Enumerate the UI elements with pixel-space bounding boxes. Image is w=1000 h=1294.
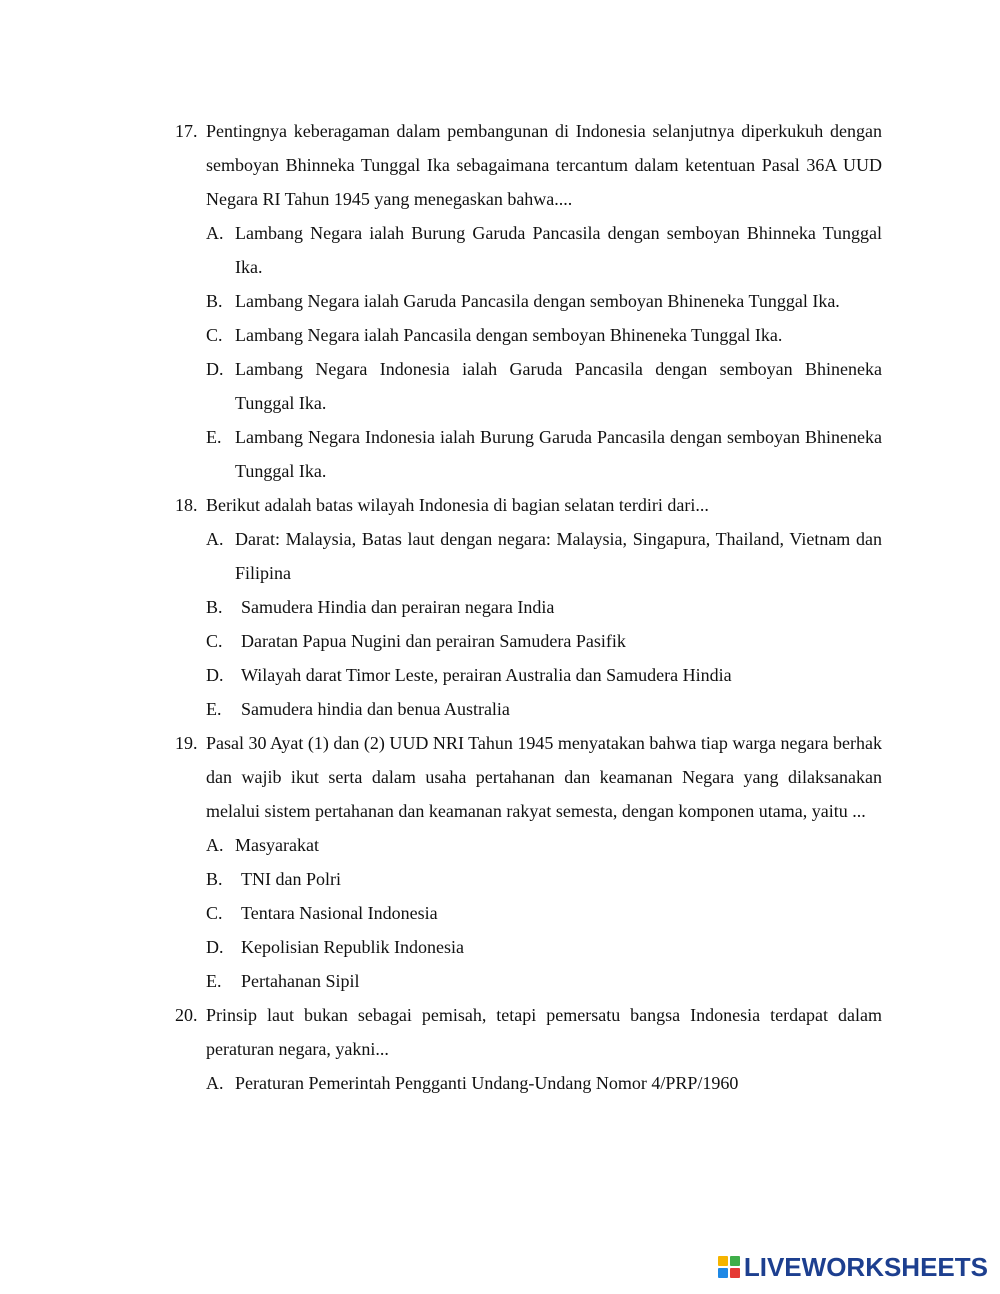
option-c [206,318,882,352]
option-letter: D. [206,359,224,379]
option-d [206,352,882,420]
option-text: Lambang Negara Indonesia ialah Burung Garuda Pancasila dengan semboyan Bhineneka Tunggal Ika. [235,427,882,481]
question-list [175,114,882,1100]
option-a [206,522,882,590]
option-letter: B. [206,597,223,617]
option-a [206,216,882,284]
option-c [206,624,882,658]
option-letter: A. [206,223,224,243]
logo-square-icon [730,1256,740,1266]
option-letter: C. [206,325,223,345]
question-20 [175,998,882,1100]
option-text: Lambang Negara ialah Pancasila dengan semboyan Bhineneka Tunggal Ika. [235,325,783,345]
option-letter: E. [206,971,222,991]
question-text: Prinsip laut bukan sebagai pemisah, tetapi pemersatu bangsa Indonesia terdapat dalam peraturan negara, yakni... [206,1005,882,1059]
option-e [206,964,882,998]
option-text: Samudera hindia dan benua Australia [241,699,510,719]
option-text: Lambang Negara Indonesia ialah Garuda Pancasila dengan semboyan Bhineneka Tunggal Ika. [235,359,882,413]
option-letter: B. [206,291,223,311]
question-text: Pasal 30 Ayat (1) dan (2) UUD NRI Tahun 1945 menyatakan bahwa tiap warga negara berhak dan wajib ikut serta dalam usaha pertahanan dan keamanan Negara yang dilaksanakan melalui sistem pertahanan dan keamanan rakyat semesta, dengan komponen utama, yaitu ... [206,733,882,821]
option-letter: D. [206,937,224,957]
logo-square-icon [718,1268,728,1278]
option-text: Pertahanan Sipil [241,971,360,991]
option-list [206,216,882,488]
liveworksheets-logo [718,1252,988,1282]
option-list [206,522,882,726]
question-number: 19. [175,733,198,753]
question-text: Berikut adalah batas wilayah Indonesia di bagian selatan terdiri dari... [206,495,709,515]
option-text: Tentara Nasional Indonesia [241,903,438,923]
logo-square-icon [718,1256,728,1266]
option-d [206,658,882,692]
option-list [206,1066,882,1100]
question-18 [175,488,882,726]
option-text: Kepolisian Republik Indonesia [241,937,464,957]
option-letter: A. [206,835,224,855]
option-list [206,828,882,998]
option-b [206,590,882,624]
option-e [206,420,882,488]
option-a [206,828,882,862]
option-text: Wilayah darat Timor Leste, perairan Australia dan Samudera Hindia [241,665,732,685]
option-c [206,896,882,930]
option-d [206,930,882,964]
option-text: Masyarakat [235,835,319,855]
option-b [206,862,882,896]
option-letter: B. [206,869,223,889]
logo-squares-icon [718,1256,740,1278]
option-text: Samudera Hindia dan perairan negara India [241,597,555,617]
question-17 [175,114,882,488]
logo-square-icon [730,1268,740,1278]
logo-text: LIVEWORKSHEETS [743,1251,988,1282]
option-e [206,692,882,726]
option-letter: A. [206,529,224,549]
question-number: 17. [175,121,198,141]
option-text: Darat: Malaysia, Batas laut dengan negara: Malaysia, Singapura, Thailand, Vietnam dan Filipina [235,529,882,583]
option-letter: C. [206,903,223,923]
option-text: Daratan Papua Nugini dan perairan Samudera Pasifik [241,631,626,651]
option-letter: E. [206,427,222,447]
question-number: 18. [175,495,198,515]
option-letter: E. [206,699,222,719]
option-text: Lambang Negara ialah Garuda Pancasila dengan semboyan Bhineneka Tunggal Ika. [235,291,840,311]
question-text: Pentingnya keberagaman dalam pembangunan di Indonesia selanjutnya diperkukuh dengan semboyan Bhinneka Tunggal Ika sebagaimana tercantum dalam ketentuan Pasal 36A UUD Negara RI Tahun 1945 yang menegaskan bahwa.... [206,121,882,209]
option-text: TNI dan Polri [241,869,341,889]
option-b [206,284,882,318]
option-text: Lambang Negara ialah Burung Garuda Pancasila dengan semboyan Bhinneka Tunggal Ika. [235,223,882,277]
question-number: 20. [175,1005,198,1025]
option-letter: A. [206,1073,224,1093]
option-letter: D. [206,665,224,685]
option-text: Peraturan Pemerintah Pengganti Undang-Undang Nomor 4/PRP/1960 [235,1073,739,1093]
option-a [206,1066,882,1100]
question-19 [175,726,882,998]
option-letter: C. [206,631,223,651]
